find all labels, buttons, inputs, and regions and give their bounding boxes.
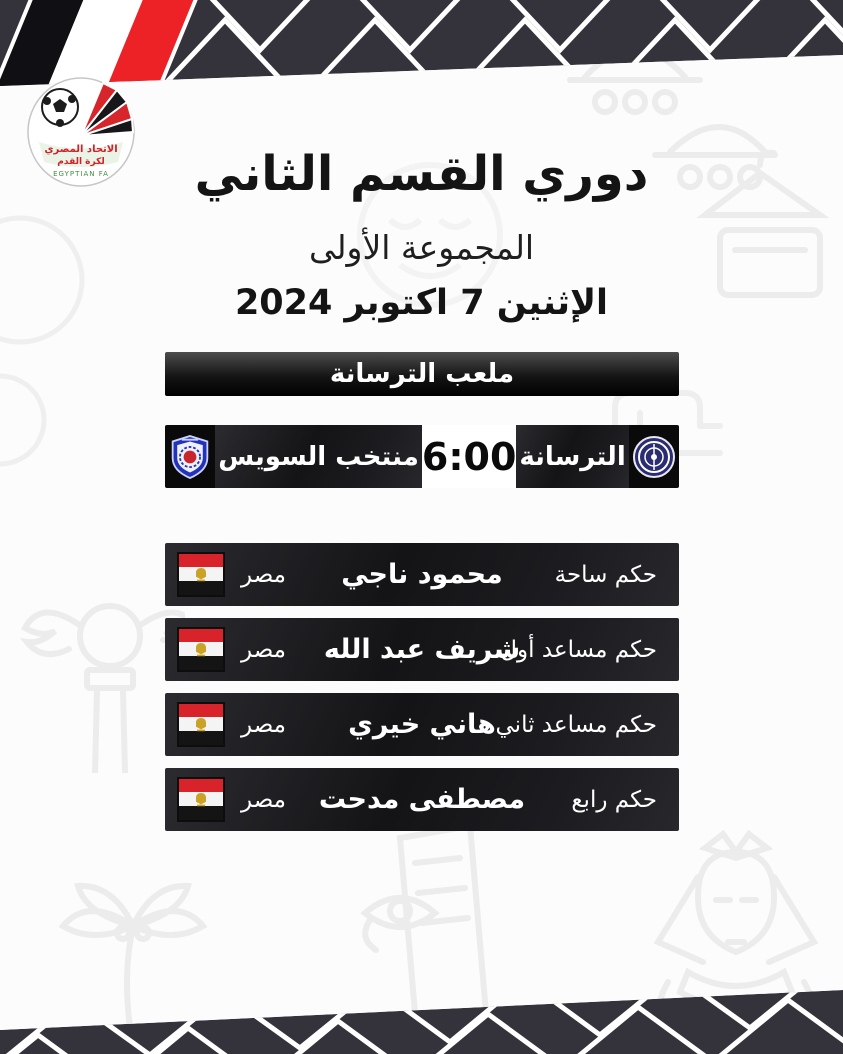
efa-arabic-line2: لكرة القدم (57, 157, 105, 167)
egypt-flag-icon (177, 777, 225, 822)
venue-banner (165, 352, 679, 396)
official-name: هاني خيري (348, 709, 496, 740)
official-row-assistant1 (165, 618, 679, 681)
efa-english-label: EGYPTIAN FA (53, 170, 109, 178)
efa-arabic-line1: الاتحاد المصري (44, 144, 118, 155)
suez-club-crest-icon (169, 433, 211, 481)
egypt-flag-icon (177, 627, 225, 672)
venue-label: ملعب الترسانة (329, 359, 515, 389)
official-row-referee (165, 543, 679, 606)
match-row (165, 425, 679, 488)
official-name: محمود ناجي (341, 559, 503, 590)
away-crest-box (165, 425, 215, 488)
winged-column-doodle-icon (15, 578, 185, 773)
official-role: حكم رابع (571, 786, 657, 813)
home-team-bar (516, 425, 629, 488)
home-team-name: الترسانة (519, 441, 626, 472)
away-team-name: منتخب السويس (218, 441, 419, 472)
official-country: مصر (241, 786, 286, 813)
official-country: مصر (241, 636, 286, 663)
official-row-assistant2 (165, 693, 679, 756)
official-country: مصر (241, 561, 286, 588)
kickoff-time-box (422, 425, 516, 488)
group-title: المجموعة الأولى (308, 228, 535, 267)
official-name: شريف عبد الله (323, 634, 521, 665)
official-role: حكم مساعد ثاني (495, 711, 657, 738)
egypt-flag-icon (177, 552, 225, 597)
official-name: مصطفى مدحت (318, 784, 526, 815)
official-role: حكم ساحة (554, 561, 657, 588)
match-date: الإثنين 7 اكتوبر 2024 (234, 283, 609, 323)
official-row-fourth (165, 768, 679, 831)
official-country: مصر (241, 711, 286, 738)
tersana-club-crest-icon (632, 435, 676, 479)
egypt-flag-icon (177, 702, 225, 747)
bottom-zigzag-border (0, 984, 843, 1054)
officials-list (165, 543, 679, 843)
league-title: دوري القسم الثاني (194, 146, 649, 202)
kickoff-time: 6:00 (421, 434, 517, 479)
official-role: حكم مساعد أول (500, 636, 657, 663)
home-crest-box (629, 425, 679, 488)
away-team-bar (215, 425, 422, 488)
